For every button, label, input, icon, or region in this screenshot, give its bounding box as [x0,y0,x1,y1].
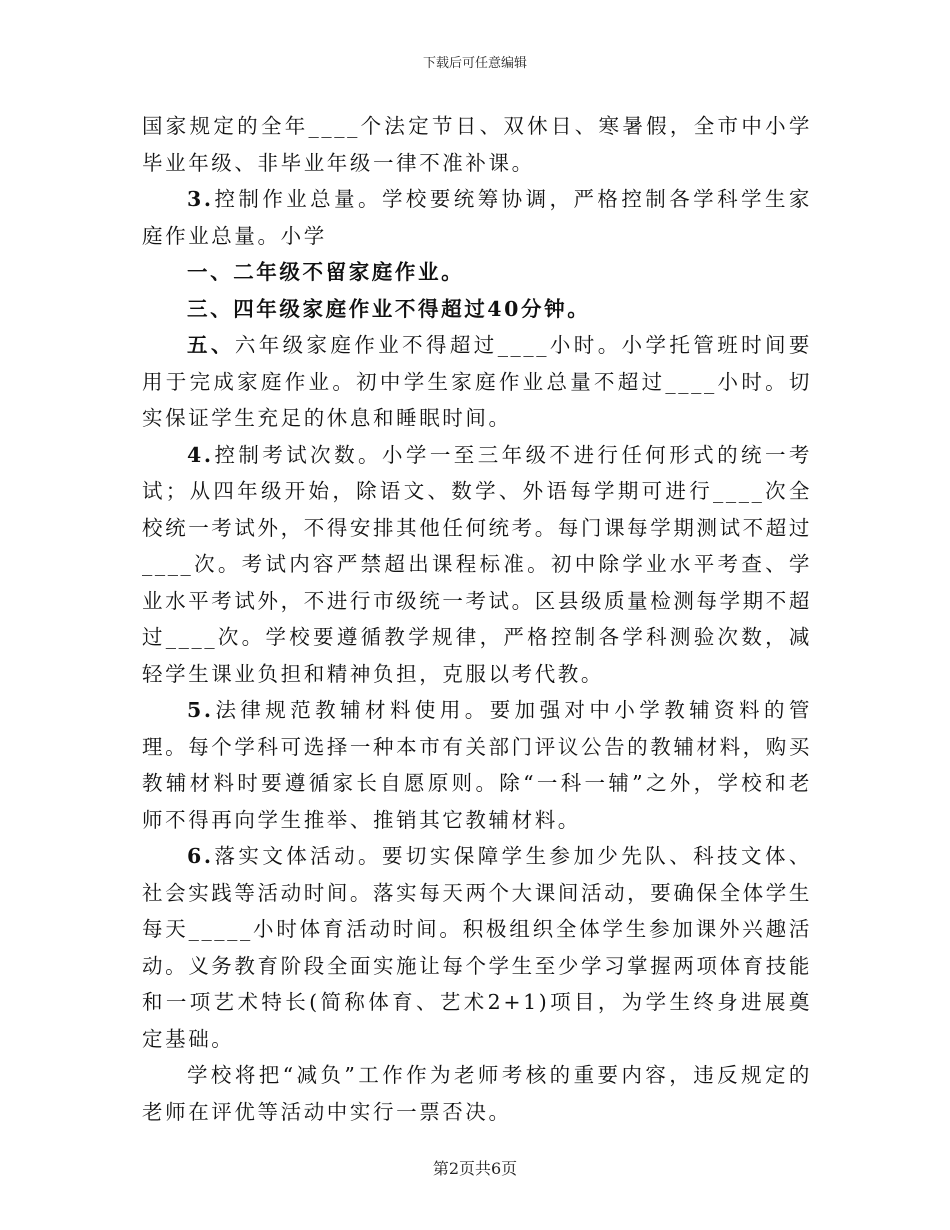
item-number: 4. [187,442,214,467]
paragraph-text: 法律规范教辅材料使用。要加强对中小学教辅资料的管理。每个学科可选择一种本市有关部门评议公告的教辅材料，购买教辅材料时要遵循家长自愿原则。除“一科一辅”之外，学校和老师不得再向学生推举、推销其它教辅材料。 [142,698,812,832]
page-footer: 第2页共6页 [432,1159,518,1178]
paragraph-text: 六年级家庭作业不得超过____小时。小学托管班时间要用于完成家庭作业。初中学生家庭作业总量不超过____小时。切实保证学生充足的休息和睡眠时间。 [142,333,812,430]
paragraph-assessment: 学校将把“减负”工作作为老师考核的重要内容，违反规定的老师在评优等活动中实行一票否决。 [142,1063,812,1124]
item-number: 5. [187,698,214,722]
paragraph-homework-total [142,181,812,254]
paragraph-text: 控制考试次数。小学一至三年级不进行任何形式的统一考试；从四年级开始，除语文、数学、外语每学期可进行____次全校统一考试外，不得安排其他任何统考。每门课每学期测试不超过____次。考试内容严禁超出课程标准。初中除学业水平考查、学业水平考试外，不进行市级统一考试。区县级质量检测每学期不超过____次。学校要遵循教学规律，严格控制各学科测验次数，减轻学生课业负担和精神负担，克服以考代教。 [142,442,812,686]
item-number: 3. [187,187,214,211]
paragraph-grade-3-4: 三、四年级家庭作业不得超过40分钟。 [187,296,591,321]
item-number: 五、 [187,333,235,357]
paragraph-text: 控制作业总量。学校要统筹协调，严格控制各学科学生家庭作业总量。小学 [142,187,812,248]
document-body [142,108,812,1130]
paragraph-grade-1-2: 一、二年级不留家庭作业。 [187,260,465,284]
paragraph-holidays: 国家规定的全年____个法定节日、双休日、寒暑假，全市中小学毕业年级、非毕业年级一律不准补课。 [142,114,812,175]
paragraph-sports-activities [142,838,812,1057]
paragraph-teaching-materials [142,692,812,838]
paragraph-text: 落实文体活动。要切实保障学生参加少先队、科技文体、社会实践等活动时间。落实每天两个大课间活动，要确保全体学生每天_____小时体育活动时间。积极组织全体学生参加课外兴趣活动。义务教育阶段全面实施让每个学生至少学习掌握两项体育技能和一项艺术特长(简称体育、艺术2+1)项目，为学生终身进展奠定基础。 [142,844,812,1051]
item-number: 6. [187,844,214,868]
paragraph-exam-count [142,437,812,693]
paragraph-grade-5-6 [142,327,812,437]
page-header: 下载后可任意编辑 [422,56,527,71]
